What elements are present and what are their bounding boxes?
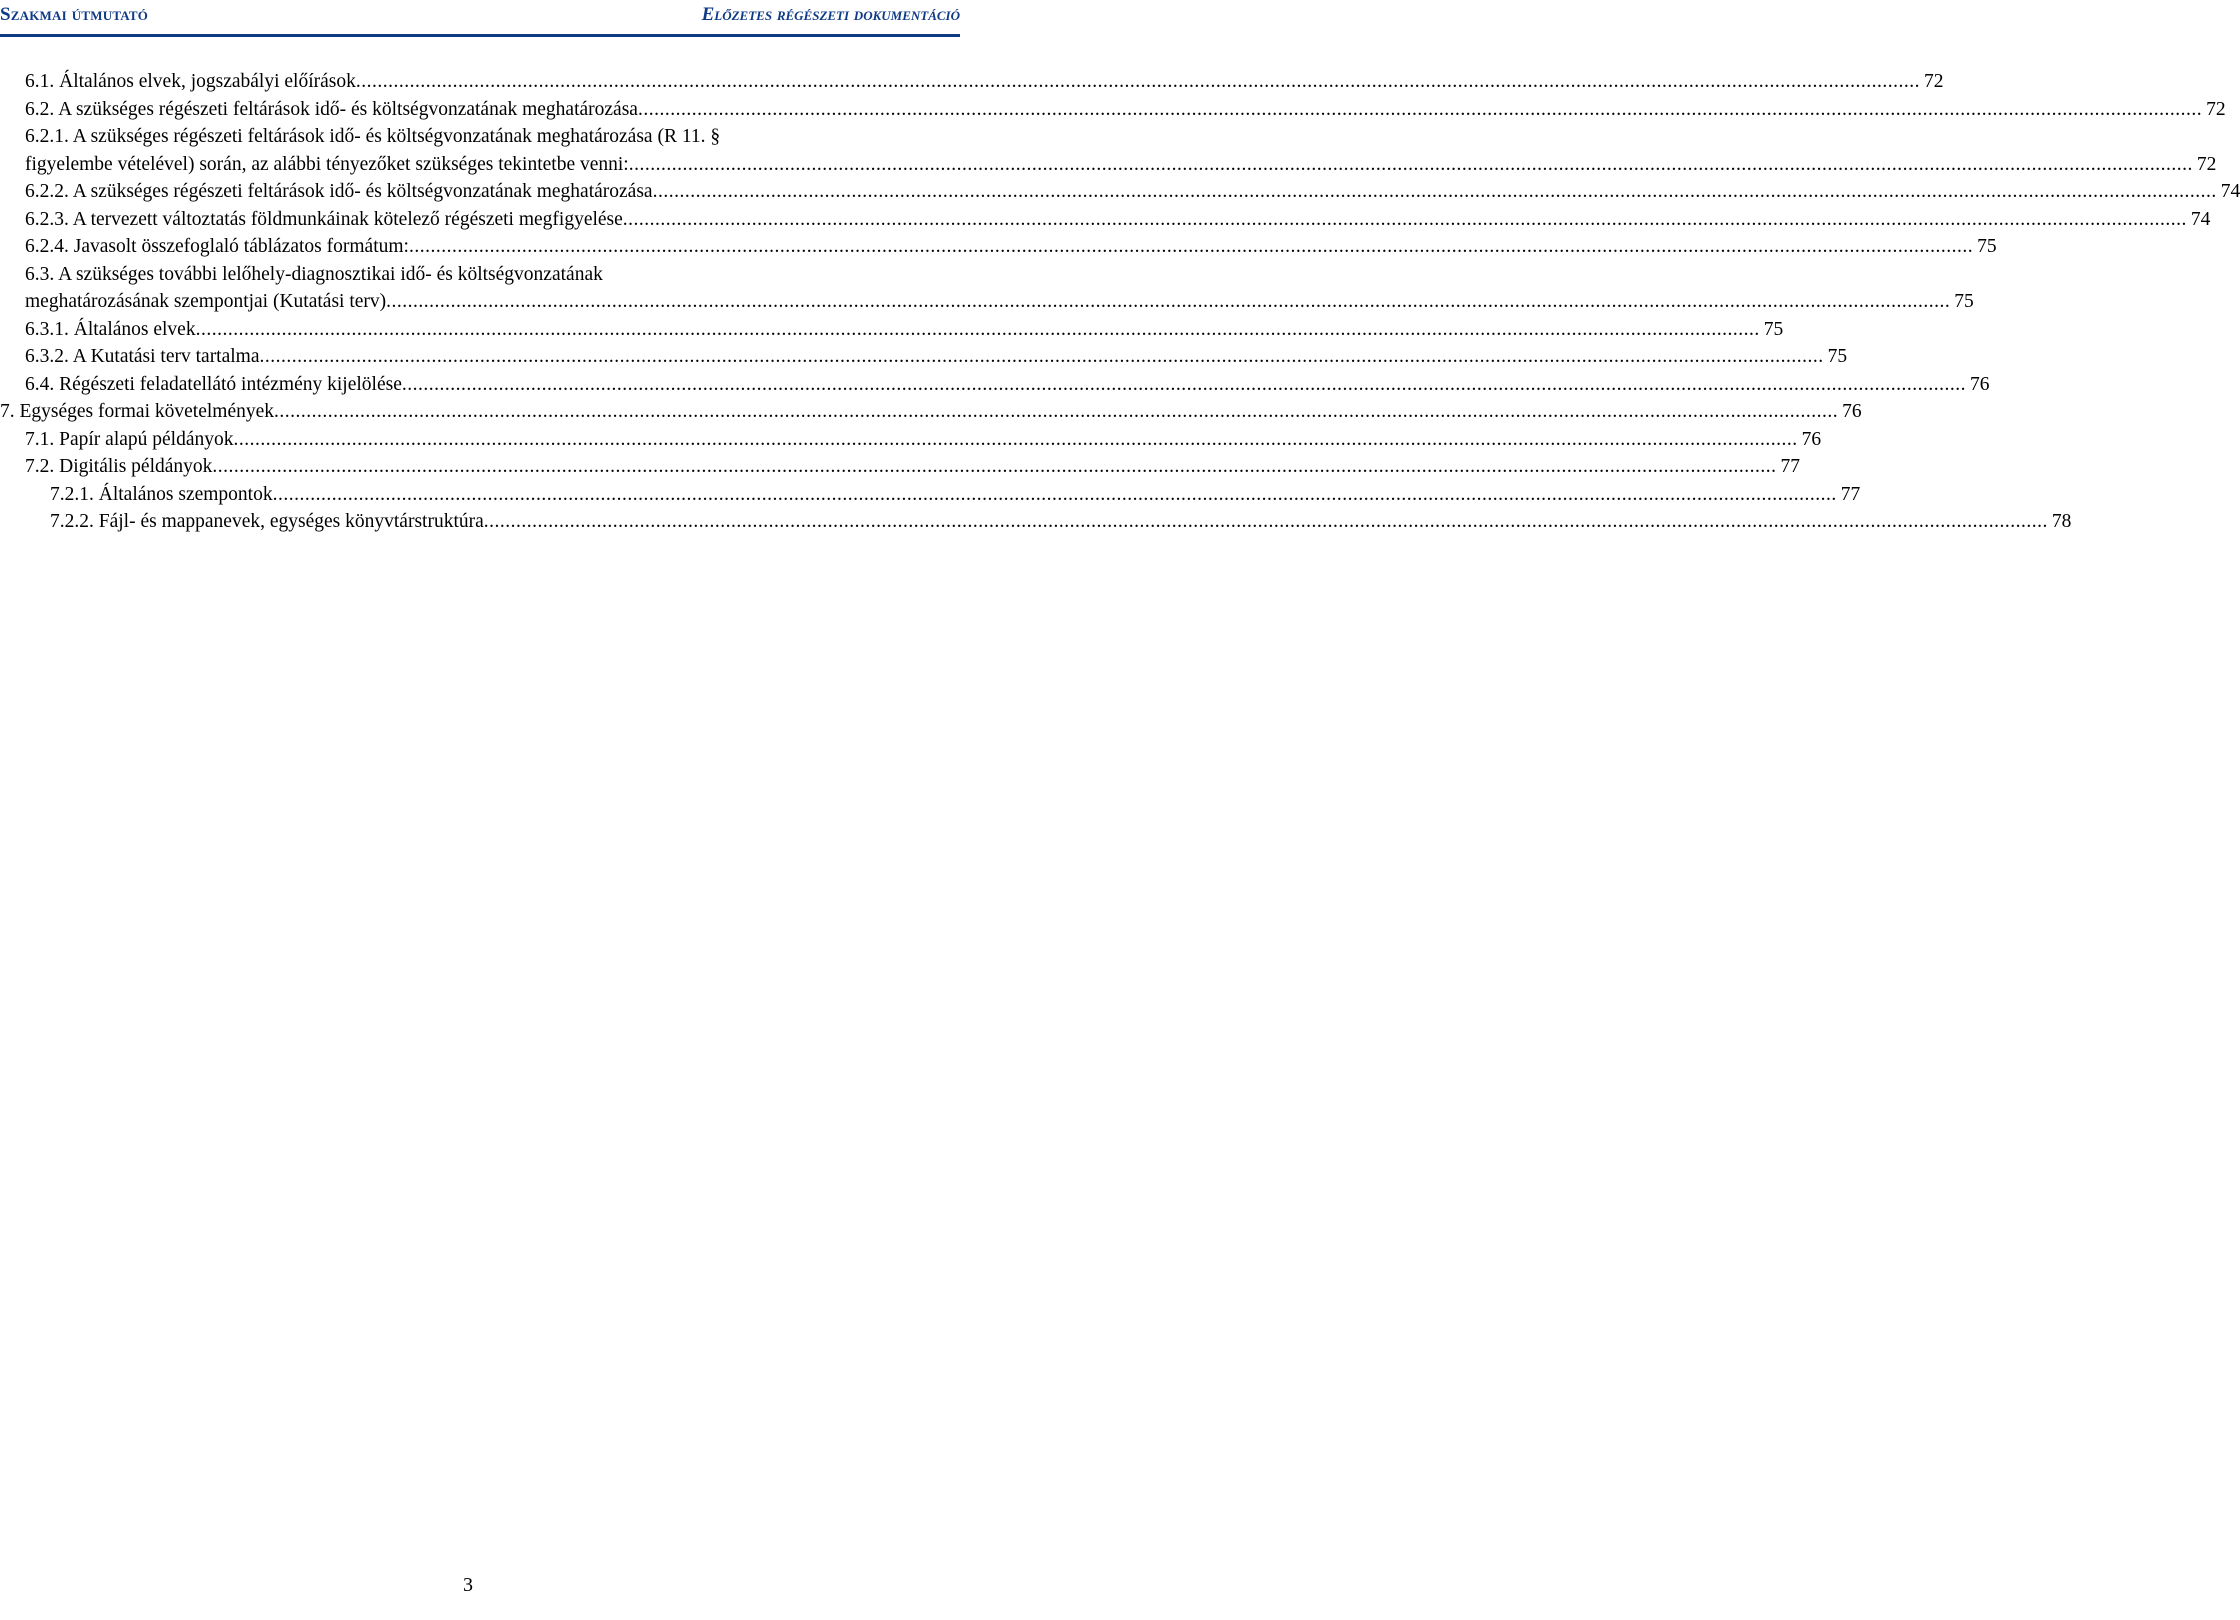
toc-entry-title: Digitális példányok — [59, 456, 213, 477]
toc-entry-title: Általános elvek, jogszabályi előírások — [59, 71, 356, 92]
toc-entry-title: Általános szempontok — [98, 483, 273, 505]
toc-entry-page: 77 — [1780, 456, 1801, 477]
page-number: 3 — [463, 1574, 473, 1596]
toc-entry-title: Egységes formai követelmények — [19, 401, 274, 422]
toc-entry[interactable] — [0, 371, 1990, 399]
toc-entry-title: A tervezett változtatás földmunkáinak kötelező régészeti megfigyelése — [72, 208, 623, 230]
toc-entry-number: 6.4. — [25, 373, 55, 395]
page-footer — [0, 1574, 930, 1597]
toc-entry-number: 7.2. — [25, 456, 55, 477]
toc-entry-title: Papír alapú példányok — [59, 428, 234, 450]
toc-leader: ................................................................................................................................................................................................................................................................................................... — [408, 236, 1974, 257]
toc-entry[interactable] — [0, 233, 1997, 261]
toc-entry-title: A szükséges régészeti feltárások idő- és költségvonzatának meghatározása — [72, 181, 653, 202]
header-divider — [0, 34, 960, 37]
toc-leader: ................................................................................................................................................................................................................................................................................................... — [628, 153, 2193, 175]
toc-entry-number: 6.3.2. — [25, 346, 69, 367]
toc-leader: ................................................................................................................................................................................................................................................................................................... — [386, 291, 1951, 312]
toc-entry-page: 72 — [2196, 153, 2217, 175]
toc-entry[interactable] — [0, 453, 1801, 481]
toc-entry-number: 6.2.1. — [25, 126, 69, 147]
toc-entry-page: 75 — [1763, 318, 1784, 340]
toc-entry-number: 7.2.1. — [50, 483, 94, 505]
toc-entry-title-line2: meghatározásának szempontjai (Kutatási terv) — [25, 288, 386, 316]
toc-leader: ................................................................................................................................................................................................................................................................................................... — [195, 318, 1760, 340]
toc-entry-title: A Kutatási terv tartalma — [72, 346, 260, 367]
toc-entry-page: 75 — [1954, 291, 1974, 312]
toc-entry-title: Fájl- és mappanevek, egységes könyvtárstruktúra — [98, 511, 484, 532]
table-of-contents — [0, 68, 2240, 536]
toc-entry-title-line1: A szükséges régészeti feltárások idő- és költségvonzatának meghatározása (R 11. § — [72, 126, 721, 147]
toc-entry-number: 6.2. — [25, 98, 55, 120]
toc-entry-page: 75 — [1827, 346, 1848, 367]
toc-entry-number: 6.2.2. — [25, 181, 69, 202]
toc-entry[interactable] — [0, 96, 2226, 124]
toc-entry-page: 74 — [2220, 181, 2240, 202]
toc-entry-page: 72 — [1924, 71, 1944, 92]
toc-entry[interactable] — [0, 261, 928, 289]
toc-entry-title-line1: A szükséges további lelőhely-diagnosztikai idő- és költségvonzatának — [58, 263, 603, 285]
toc-entry[interactable] — [0, 343, 1848, 371]
toc-entry-continuation[interactable] — [0, 151, 2217, 179]
toc-entry[interactable] — [0, 178, 2240, 206]
toc-leader: ................................................................................................................................................................................................................................................................................................... — [272, 483, 1837, 505]
toc-entry-page: 75 — [1977, 236, 1997, 257]
toc-entry-page: 76 — [1801, 428, 1822, 450]
toc-leader: ................................................................................................................................................................................................................................................................................................... — [233, 428, 1798, 450]
toc-entry-number: 6.1. — [25, 71, 55, 92]
toc-leader: ................................................................................................................................................................................................................................................................................................... — [652, 181, 2217, 202]
toc-entry-continuation[interactable] — [0, 288, 1974, 316]
toc-leader: ................................................................................................................................................................................................................................................................................................... — [212, 456, 1777, 477]
toc-entry-title-line2: figyelembe vételével) során, az alábbi tényezőket szükséges tekintetbe venni: — [25, 151, 629, 179]
toc-entry-page: 76 — [1969, 373, 1990, 395]
toc-entry-title: Javasolt összefoglaló táblázatos formátum: — [73, 236, 409, 257]
toc-entry[interactable] — [0, 68, 1944, 96]
toc-entry-number: 6.3. — [25, 263, 55, 285]
toc-entry-number: 7.1. — [25, 428, 55, 450]
toc-entry-title: A szükséges régészeti feltárások idő- és költségvonzatának meghatározása — [58, 98, 638, 120]
toc-entry[interactable] — [0, 481, 1861, 509]
toc-leader: ................................................................................................................................................................................................................................................................................................... — [483, 511, 2048, 532]
toc-leader: ................................................................................................................................................................................................................................................................................................... — [622, 208, 2187, 230]
header-right-title: Előzetes régészeti dokumentáció — [701, 4, 960, 25]
toc-entry[interactable] — [0, 206, 2211, 234]
toc-entry-page: 74 — [2190, 208, 2211, 230]
toc-entry-number: 7.2.2. — [50, 511, 94, 532]
toc-leader: ................................................................................................................................................................................................................................................................................................... — [355, 71, 1920, 92]
toc-entry[interactable] — [0, 398, 1862, 426]
toc-entry[interactable] — [0, 123, 928, 151]
toc-entry-page: 78 — [2051, 511, 2072, 532]
toc-leader: ................................................................................................................................................................................................................................................................................................... — [274, 401, 1839, 422]
toc-entry-number: 6.2.3. — [25, 208, 69, 230]
toc-entry[interactable] — [0, 316, 1784, 344]
toc-leader: ................................................................................................................................................................................................................................................................................................... — [637, 98, 2203, 120]
page-header — [0, 0, 960, 38]
toc-leader: ................................................................................................................................................................................................................................................................................................... — [259, 346, 1824, 367]
toc-leader: ................................................................................................................................................................................................................................................................................................... — [401, 373, 1966, 395]
toc-entry-number: 6.3.1. — [25, 318, 69, 340]
toc-entry-title: Régészeti feladatellátó intézmény kijelölése — [59, 373, 402, 395]
toc-entry[interactable] — [0, 508, 2072, 536]
toc-entry-page: 76 — [1842, 401, 1862, 422]
header-left-title: Szakmai útmutató — [0, 4, 149, 25]
toc-entry-number: 7. — [0, 401, 15, 422]
toc-entry-page: 72 — [2206, 98, 2226, 120]
toc-entry-title: Általános elvek — [73, 318, 196, 340]
toc-entry-number: 6.2.4. — [25, 236, 69, 257]
toc-entry[interactable] — [0, 426, 1822, 454]
toc-entry-page: 77 — [1840, 483, 1861, 505]
